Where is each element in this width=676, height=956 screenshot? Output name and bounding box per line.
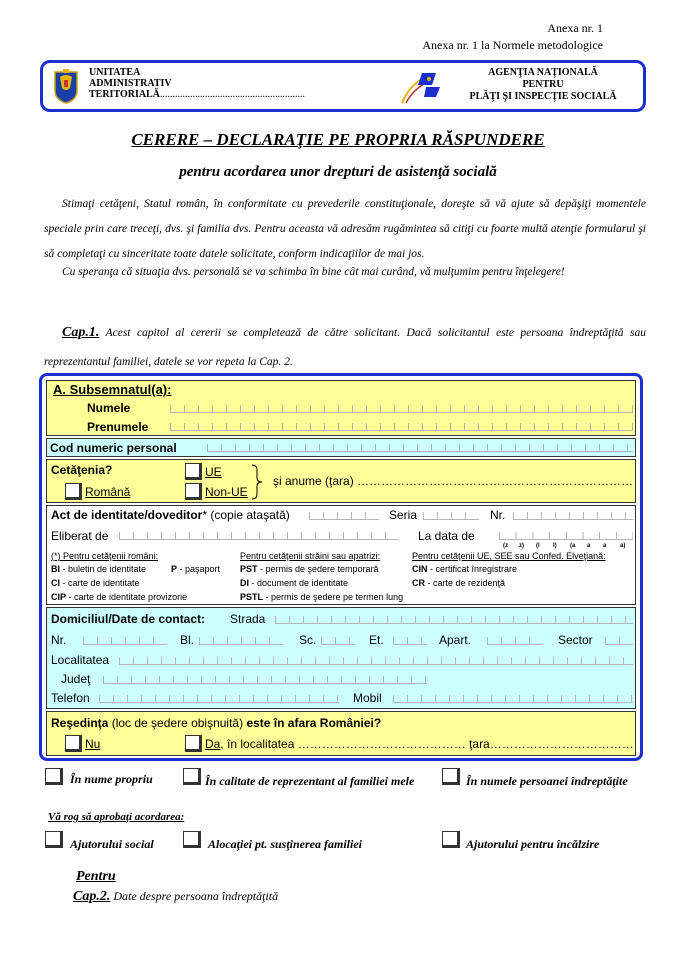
numele-input[interactable] — [170, 405, 633, 413]
date-digit: (l — [536, 543, 540, 549]
agency-block — [453, 67, 633, 103]
citizenship-label: Cetăţenia? — [51, 463, 113, 477]
brace-icon — [250, 464, 264, 500]
uat-line2: ADMINISTRATIV — [89, 78, 172, 89]
entitled-person-label: În numele persoanei îndreptăţite — [466, 774, 628, 788]
eliberat-label: Eliberat de — [51, 529, 109, 543]
strada-label: Strada — [230, 612, 266, 626]
entitled-person-checkbox[interactable] — [442, 768, 460, 785]
page-title: CERERE – DECLARAŢIE PE PROPRIA RĂSPUNDERE — [131, 130, 545, 149]
non-ue-checkbox[interactable] — [185, 483, 202, 500]
seria-label: Seria — [389, 508, 418, 522]
act-type-input[interactable] — [309, 512, 379, 520]
cap1-label: Cap.1. — [62, 325, 100, 340]
et-label: Et. — [369, 633, 384, 647]
legend-pst — [240, 564, 379, 574]
legend-text: - paşaport — [177, 564, 221, 574]
legend-text: - buletin de identitate — [60, 564, 147, 574]
cap2-text: Date despre persoana îndreptăţită — [110, 889, 279, 903]
cap1-text: Acest capitol al cererii se completează de către solicitant. Dacă solicitantul este persoana îndreptăţită sau reprezentantul familiei, datele se vor repeta la Cap. 2. — [44, 327, 646, 368]
da-label — [205, 737, 634, 751]
annex-reference: Anexa nr. 1 la Normele metodologice — [422, 38, 603, 52]
family-allowance-checkbox[interactable] — [183, 831, 201, 848]
legend-bi — [51, 564, 146, 574]
social-aid-checkbox[interactable] — [45, 831, 63, 848]
eliberat-input[interactable] — [119, 532, 399, 540]
residence-question — [51, 716, 381, 730]
legend-text: - certificat înregistrare — [427, 564, 518, 574]
judet-label: Judeţ — [61, 672, 91, 686]
nr-label: Nr. — [490, 508, 506, 522]
act-label-bold: Act de identitate/doveditor — [51, 508, 203, 522]
numele-label: Numele — [87, 401, 131, 415]
legend-text: - permis de şedere pe termen lung — [263, 592, 404, 602]
residence-mid: (loc de şedere obişnuită) — [108, 716, 247, 730]
sector-label: Sector — [558, 633, 593, 647]
family-allowance-label: Alocaţiei pt. susţinerea familiei — [208, 837, 362, 851]
legend-eu-title: Pentru cetăţenii UE, SEE sau Confed. Elveţiană: — [412, 551, 606, 561]
coat-of-arms-icon — [53, 68, 79, 104]
applicant-form — [39, 373, 643, 761]
identity-section — [46, 505, 636, 605]
mobil-input[interactable] — [393, 695, 633, 703]
approve-title: Vă rog să aprobaţi acordarea: — [48, 811, 185, 823]
uat-block — [89, 67, 305, 100]
cap2-heading — [73, 889, 278, 905]
nu-label: Nu — [85, 737, 101, 751]
agency-line1: AGENŢIA NAŢIONALĂ — [488, 67, 598, 78]
mobil-label: Mobil — [353, 691, 382, 705]
legend-text: - carte de identitate — [60, 578, 140, 588]
ue-checkbox[interactable] — [185, 463, 202, 480]
legend-foreign-title: Pentru cetăţenii străini sau apatrizi: — [240, 551, 381, 561]
date-digit: a) — [620, 543, 626, 549]
social-aid-label: Ajutorului social — [70, 837, 154, 851]
legend-ci — [51, 578, 140, 588]
legend-code: CI — [51, 578, 60, 588]
family-rep-checkbox[interactable] — [183, 768, 201, 785]
section-a-title: A. Subsemnatul(a): — [53, 382, 172, 397]
legend-p — [171, 564, 220, 574]
date-digit: l) — [553, 543, 557, 549]
legend-code: CIP — [51, 592, 67, 602]
pentru-label: Pentru — [76, 869, 116, 884]
date-digit: z) — [519, 543, 524, 549]
da-checkbox[interactable] — [185, 735, 202, 752]
telefon-input[interactable] — [99, 695, 339, 703]
legend-pstl — [240, 592, 403, 602]
prenumele-label: Prenumele — [87, 420, 149, 434]
heating-aid-label: Ajutorului pentru încălzire — [466, 837, 600, 851]
agency-line3: PLĂŢI ŞI INSPECŢIE SOCIALĂ — [469, 91, 617, 102]
thanks-paragraph: Cu speranţa că situaţia dvs. personală se va schimba în bine cât mai curând, vă mulţumim pentru înţelegere! — [62, 266, 565, 278]
legend-code: DI — [240, 578, 249, 588]
legend-cip — [51, 592, 187, 602]
heating-aid-checkbox[interactable] — [442, 831, 460, 848]
apart-input[interactable] — [487, 637, 543, 645]
telefon-label: Telefon — [51, 691, 90, 705]
agency-logo-icon — [396, 69, 444, 105]
legend-code: PSTL — [240, 592, 264, 602]
uat-dots: .......................................................... — [159, 89, 305, 100]
legend-di — [240, 578, 348, 588]
own-name-checkbox[interactable] — [45, 768, 63, 785]
domicile-label: Domiciliul/Date de contact: — [51, 612, 206, 626]
country-field[interactable]: şi anume (ţara) …………………………………………………………… — [273, 474, 634, 488]
cnp-label: Cod numeric personal — [50, 441, 177, 455]
legend-code: PST — [240, 564, 258, 574]
nu-checkbox[interactable] — [65, 735, 82, 752]
legend-text: - document de identitate — [249, 578, 349, 588]
da-text: Da — [205, 737, 221, 751]
section-a — [46, 380, 636, 436]
uat-line3 — [89, 89, 305, 100]
da-locality-field[interactable]: , în localitatea …………………………………… ţara……………………………… — [220, 737, 634, 751]
cnp-input[interactable] — [207, 444, 633, 452]
date-format — [503, 543, 637, 551]
date-digit: a — [603, 543, 607, 549]
citizenship-section — [46, 459, 636, 503]
sc-input[interactable] — [321, 637, 355, 645]
act-note: * (copie ataşată) — [202, 508, 290, 522]
annex-number: Anexa nr. 1 — [547, 21, 603, 35]
own-name-label: În nume propriu — [70, 772, 153, 786]
nr-street-input[interactable] — [83, 637, 167, 645]
bl-label: Bl. — [180, 633, 195, 647]
localitatea-label: Localitatea — [51, 653, 110, 667]
romana-checkbox[interactable] — [65, 483, 82, 500]
legend-text: - carte de identitate provizorie — [66, 592, 188, 602]
legend-code: BI — [51, 564, 60, 574]
nr-input[interactable] — [513, 512, 633, 520]
cap2-label: Cap.2. — [73, 889, 111, 904]
residence-section — [46, 711, 636, 756]
legend-cr — [412, 578, 505, 588]
page-subtitle: pentru acordarea unor drepturi de asistenţă socială — [179, 164, 497, 180]
date-digit: (a — [570, 543, 576, 549]
act-label — [51, 508, 290, 522]
legend-code: CIN — [412, 564, 428, 574]
la-data-label: La data de — [418, 529, 475, 543]
domicile-section — [46, 607, 636, 709]
nr-street-label: Nr. — [51, 633, 67, 647]
uat-line3-text: TERITORIALĂ — [89, 89, 160, 100]
legend-cin — [412, 564, 517, 574]
et-input[interactable] — [393, 637, 427, 645]
residence-bold1: Reşedinţa — [51, 716, 109, 730]
prenumele-input[interactable] — [170, 423, 633, 431]
romana-label: Română — [85, 485, 131, 499]
legend-text: - carte de rezidenţă — [425, 578, 506, 588]
cnp-row — [46, 438, 636, 457]
agency-line2: PENTRU — [522, 79, 564, 90]
apart-label: Apart. — [439, 633, 472, 647]
institution-header — [40, 60, 646, 112]
date-digit: a — [587, 543, 591, 549]
localitatea-input[interactable] — [119, 657, 633, 665]
date-digit: (z — [503, 543, 508, 549]
seria-input[interactable] — [423, 512, 479, 520]
date-input[interactable] — [499, 532, 633, 540]
ue-label: UE — [205, 465, 222, 479]
strada-input[interactable] — [275, 616, 633, 624]
residence-bold2: este în afara României? — [246, 716, 382, 730]
intro-paragraph: Stimaţi cetăţeni, Statul român, în conformitate cu prevederile constituţionale, doreşte să vă ajute să depăşiţi momentele speciale prin care treceţi, dvs. şi familia dvs. Pentru aceasta vă adresăm rugămintea să citiţi cu foarte multă atenţie formularul şi să completaţi cu sinceritate toate datele solicitate, conform indicaţiilor de mai jos. — [44, 198, 646, 260]
bl-input[interactable] — [199, 637, 283, 645]
sector-input[interactable] — [605, 637, 633, 645]
cap1-paragraph — [44, 318, 646, 377]
judet-input[interactable] — [103, 676, 427, 684]
uat-line1: UNITATEA — [89, 67, 141, 78]
legend-text: - permis de şedere temporară — [257, 564, 379, 574]
non-ue-label: Non-UE — [205, 485, 248, 499]
legend-ro-title: (*) Pentru cetăţenii români: — [51, 551, 159, 561]
legend-code: CR — [412, 578, 425, 588]
legend-code: P — [171, 564, 178, 574]
family-rep-label: În calitate de reprezentant al familiei mele — [205, 774, 415, 788]
sc-label: Sc. — [299, 633, 317, 647]
